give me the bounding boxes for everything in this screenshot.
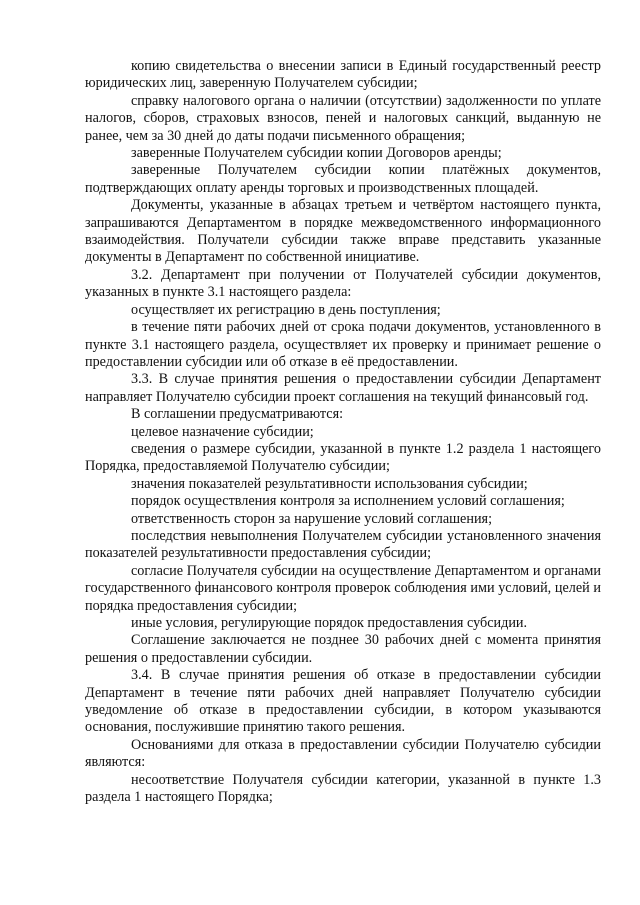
paragraph: иные условия, регулирующие порядок предоставления субсидии. [131, 615, 528, 631]
paragraph: 3.4. В случае принятия решения об отказе в предоставлении субсидии Департамент в течение пяти рабочих дней направляет Получателю субсидии уведомление об отказе в предоставлении субсидии, в котором указываются основания, послужившие принятию такого решения. [85, 667, 601, 736]
paragraph: Документы, указанные в абзацах третьем и четвёртом настоящего пункта, запрашиваются Департаментом в порядке межведомственного информационного взаимодействия. Получатели субсидии также вправе представить указанные документы в Департамент по собственной инициативе. [85, 197, 601, 266]
paragraph: 3.2. Департамент при получении от Получателей субсидии документов, указанных в пункте 3.1 настоящего раздела: [85, 266, 601, 301]
paragraph: осуществляет их регистрацию в день поступления; [131, 301, 441, 318]
paragraph: копию свидетельства о внесении записи в Единый государственный реестр юридических лиц, заверенную Получателем субсидии; [85, 58, 601, 92]
paragraph: заверенные Получателем субсидии копии платёжных документов, подтверждающих оплату аренды торговых и производственных площадей. [85, 162, 601, 196]
paragraph: несоответствие Получателя субсидии категории, указанной в пункте 1.3 раздела 1 настоящего Порядка; [85, 771, 601, 806]
paragraph: Основаниями для отказа в предоставлении субсидии Получателю субсидии являются: [85, 736, 601, 771]
paragraph: Соглашение заключается не позднее 30 рабочих дней с момента принятия решения о предоставлении субсидии. [85, 632, 601, 666]
paragraph: согласие Получателя субсидии на осуществление Департаментом и органами государственного финансового контроля проверок соблюдения ими условий, целей и порядка предоставления субсидии; [85, 562, 601, 614]
paragraph: порядок осуществления контроля за исполнением условий соглашения; [131, 493, 565, 510]
document-body [85, 58, 601, 806]
paragraph: последствия невыполнения Получателем субсидии установленного значения показателей результативности предоставления субсидии; [85, 527, 601, 562]
paragraph: 3.3. В случае принятия решения о предоставлении субсидии Департамент направляет Получателю субсидии проект соглашения на текущий финансовый год. [85, 371, 601, 405]
paragraph: ответственность сторон за нарушение условий соглашения; [131, 510, 493, 527]
paragraph: справку налогового органа о наличии (отсутствии) задолженности по уплате налогов, сборов, страховых взносов, пеней и налоговых санкций, выданную не ранее, чем за 30 дней до даты подачи письменного обращения; [85, 92, 601, 144]
paragraph: В соглашении предусматриваются: [131, 406, 344, 423]
paragraph: значения показателей результативности использования субсидии; [131, 475, 528, 492]
paragraph: сведения о размере субсидии, указанной в пункте 1.2 раздела 1 настоящего Порядка, предоставляемой Получателю субсидии; [85, 440, 601, 475]
paragraph: целевое назначение субсидии; [131, 423, 314, 440]
paragraph: в течение пяти рабочих дней от срока подачи документов, установленного в пункте 3.1 настоящего раздела, осуществляет их проверку и принимает решение о предоставлении субсидии или об отказе в её предоставлении. [85, 319, 601, 370]
paragraph: заверенные Получателем субсидии копии Договоров аренды; [131, 145, 502, 162]
